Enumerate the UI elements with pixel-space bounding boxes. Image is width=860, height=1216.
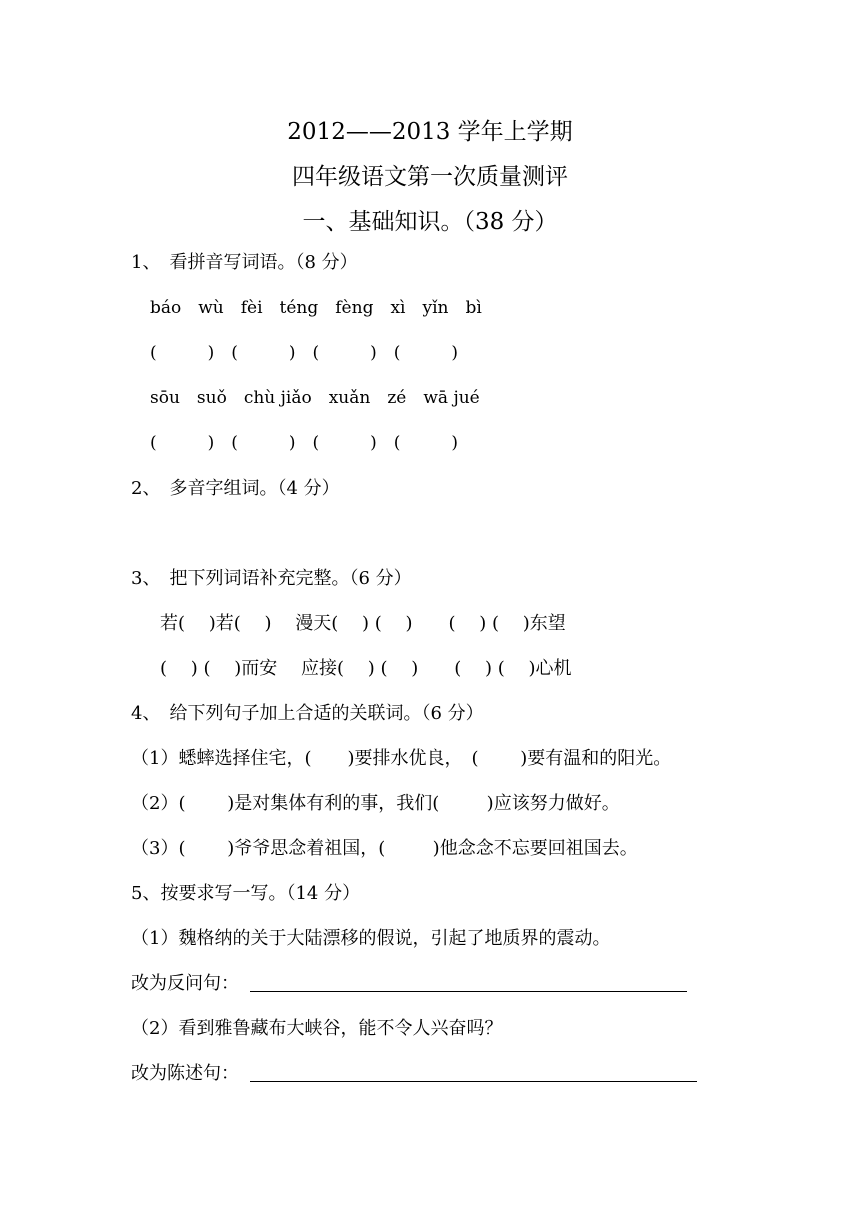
q1-pinyin-row2: sōu suǒ chù jiǎo xuǎn zé wā jué [150,388,480,408]
q1-brackets-row2: ( ) ( ) ( ) ( ) [150,433,459,453]
q1-pinyin-row1: báo wù fèi téng fèng xì yǐn bì [150,298,482,318]
section-title: 一、基础知识。（38 分） [302,209,558,235]
answer-line-1[interactable] [250,991,687,992]
q5-prompt1: 改为反问句： [131,973,239,994]
q5-sentence2: （2）看到雅鲁藏布大峡谷，能不令人兴奋吗？ [131,1018,503,1039]
q1-title: 1、 看拼音写词语。（8 分） [131,252,358,273]
q1-brackets-row1: ( ) ( ) ( ) ( ) [150,343,459,363]
q5-prompt2: 改为陈述句： [131,1063,239,1084]
answer-line-2[interactable] [250,1081,697,1082]
q3-title: 3、 把下列词语补充完整。（6 分） [131,568,412,589]
exam-title: 四年级语文第一次质量测评 [292,164,568,190]
q3-row2: ( ) ( )而安 应接( ) ( ) ( ) ( )心机 [160,658,572,679]
q4-sentence3: （3）( )爷爷思念着祖国，( )他念念不忘要回祖国去。 [131,838,638,859]
q5-title: 5、按要求写一写。（14 分） [131,883,361,904]
q4-sentence1: （1）蟋蟀选择住宅，( )要排水优良， ( )要有温和的阳光。 [131,748,672,769]
q4-title: 4、 给下列句子加上合适的关联词。（6 分） [131,703,484,724]
q5-sentence1: （1）魏格纳的关于大陆漂移的假说，引起了地质界的震动。 [131,928,611,949]
q4-sentence2: （2）( )是对集体有利的事，我们( )应该努力做好。 [131,793,620,814]
q2-title: 2、 多音字组词。（4 分） [131,478,340,499]
year-line: 2012——2013 学年上学期 [287,119,573,145]
q3-row1: 若( )若( ) 漫天( ) ( ) ( ) ( )东望 [160,613,566,634]
